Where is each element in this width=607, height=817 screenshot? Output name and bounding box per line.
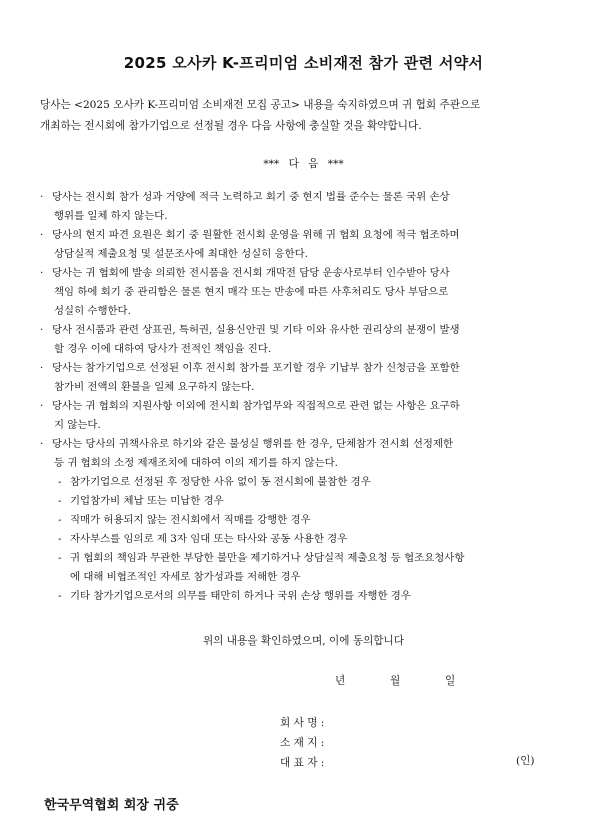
bullet-marker: · bbox=[40, 362, 44, 374]
intro-paragraph bbox=[40, 95, 585, 137]
sub-clause-line: 참가기업으로 선정된 후 정당한 사유 없이 동 전시회에 불참한 경우 bbox=[70, 476, 371, 488]
sub-clause-line: 직매가 허용되지 않는 전시회에서 직매를 강행한 경우 bbox=[70, 514, 311, 526]
clause-item bbox=[40, 226, 585, 264]
clause-line: 지 않는다. bbox=[54, 419, 101, 431]
clause-line: 행위를 일체 하지 않는다. bbox=[54, 210, 168, 222]
clause-line: 책임 하에 회기 중 관리함은 물론 현지 매각 또는 반송에 따른 사후처리도 당사 부담으로 bbox=[54, 286, 449, 298]
sub-clause-item bbox=[58, 492, 585, 511]
clause-line: 등 귀 협회의 소정 제재조치에 대하여 이의 제기를 하지 않는다. bbox=[54, 457, 338, 469]
dash-marker: - bbox=[58, 552, 62, 564]
clause-item bbox=[40, 321, 585, 359]
clause-item bbox=[40, 359, 585, 397]
dash-marker: - bbox=[58, 590, 62, 602]
dash-marker: - bbox=[58, 476, 62, 488]
clause-line: 당사는 귀 협회에 발송 의뢰한 전시품을 전시회 개막전 담당 운송사로부터 인수받아 당사 bbox=[52, 267, 450, 279]
date-day-label: 일 bbox=[444, 675, 456, 687]
bullet-marker: · bbox=[40, 267, 44, 279]
sub-clause-line: 기업참가비 체납 또는 미납한 경우 bbox=[70, 495, 224, 507]
sub-clause-item bbox=[58, 511, 585, 530]
address-field: 소 재 지 : bbox=[280, 737, 325, 749]
clause-line: 참가비 전액의 환불을 일체 요구하지 않는다. bbox=[54, 381, 255, 393]
sub-clause-list bbox=[40, 473, 585, 606]
clause-item bbox=[40, 397, 585, 435]
intro-line: 개최하는 전시회에 참가기업으로 선정될 경우 다음 사항에 충실할 것을 확약합니다. bbox=[40, 120, 422, 132]
bullet-marker: · bbox=[40, 324, 44, 336]
date-month-label: 월 bbox=[389, 675, 401, 687]
sub-clause-item bbox=[58, 530, 585, 549]
clause-line: 성실히 수행한다. bbox=[54, 305, 131, 317]
clause-line: 당사는 귀 협회의 지원사항 이외에 전시회 참가업무와 직접적으로 관련 없는 사항은 요구하 bbox=[52, 400, 460, 412]
clause-line: 당사는 참가기업으로 선정된 이후 전시회 참가를 포기할 경우 기납부 참가 신청금을 포함한 bbox=[52, 362, 460, 374]
clause-line: 상담실적 제출요청 및 설문조사에 최대한 성실히 응한다. bbox=[54, 248, 308, 260]
section-heading: *** 다 음 *** bbox=[263, 158, 344, 170]
sub-clause-line: 에 대해 비협조적인 자세로 참가성과를 저해한 경우 bbox=[70, 571, 301, 583]
sub-clause-item bbox=[58, 549, 585, 587]
dash-marker: - bbox=[58, 495, 62, 507]
clause-item bbox=[40, 188, 585, 226]
bullet-marker: · bbox=[40, 191, 44, 203]
clause-line: 할 경우 이에 대하여 당사가 전적인 책임을 진다. bbox=[54, 343, 272, 355]
bullet-marker: · bbox=[40, 438, 44, 450]
sub-clause-line: 기타 참가기업으로서의 의무를 태만히 하거나 국위 손상 행위를 자행한 경우 bbox=[70, 590, 411, 602]
agreement-statement: 위의 내용을 확인하였으며, 이에 동의합니다 bbox=[202, 635, 405, 647]
signature-block bbox=[280, 713, 324, 773]
bullet-marker: · bbox=[40, 229, 44, 241]
representative-field: 대 표 자 : bbox=[280, 757, 325, 769]
sub-clause-line: 자사부스를 임의로 제 3자 임대 또는 타사와 공동 사용한 경우 bbox=[70, 533, 348, 545]
clause-line: 당사는 당사의 귀책사유로 하기와 같은 불성실 행위를 한 경우, 단체참가 전시회 선정제한 bbox=[52, 438, 453, 450]
recipient: 한국무역협회 회장 귀중 bbox=[44, 798, 179, 813]
clause-line: 당사는 전시회 참가 성과 거양에 적극 노력하고 회기 중 현지 법률 준수는 물론 국위 손상 bbox=[52, 191, 450, 203]
clause-item bbox=[40, 264, 585, 321]
date-year-label: 년 bbox=[335, 675, 346, 687]
sub-clause-line: 귀 협회의 책임과 무관한 부당한 불만을 제기하거나 상담실적 제출요청 등 협조요청사항 bbox=[70, 552, 465, 564]
sub-clause-item bbox=[58, 587, 585, 606]
date-line bbox=[335, 673, 455, 688]
clause-list bbox=[40, 188, 585, 606]
clause-item bbox=[40, 435, 585, 473]
dash-marker: - bbox=[58, 533, 62, 545]
intro-line: 당사는 <2025 오사카 K-프리미엄 소비재전 모집 공고> 내용을 숙지하였으며 귀 협회 주관으로 bbox=[40, 99, 481, 111]
dash-marker: - bbox=[58, 514, 62, 526]
sub-clause-item bbox=[58, 473, 585, 492]
bullet-marker: · bbox=[40, 400, 44, 412]
clause-line: 당사 전시품과 관련 상표권, 특허권, 실용신안권 및 기타 이와 유사한 권리상의 분쟁이 발생 bbox=[52, 324, 460, 336]
company-name-field: 회 사 명 : bbox=[280, 717, 325, 729]
clause-line: 당사의 현지 파견 요원은 회기 중 원활한 전시회 운영을 위해 귀 협회 요청에 적극 협조하며 bbox=[52, 229, 460, 241]
seal-mark: (인) bbox=[516, 755, 535, 767]
document-title: 2025 오사카 K-프리미엄 소비재전 참가 관련 서약서 bbox=[123, 54, 484, 72]
